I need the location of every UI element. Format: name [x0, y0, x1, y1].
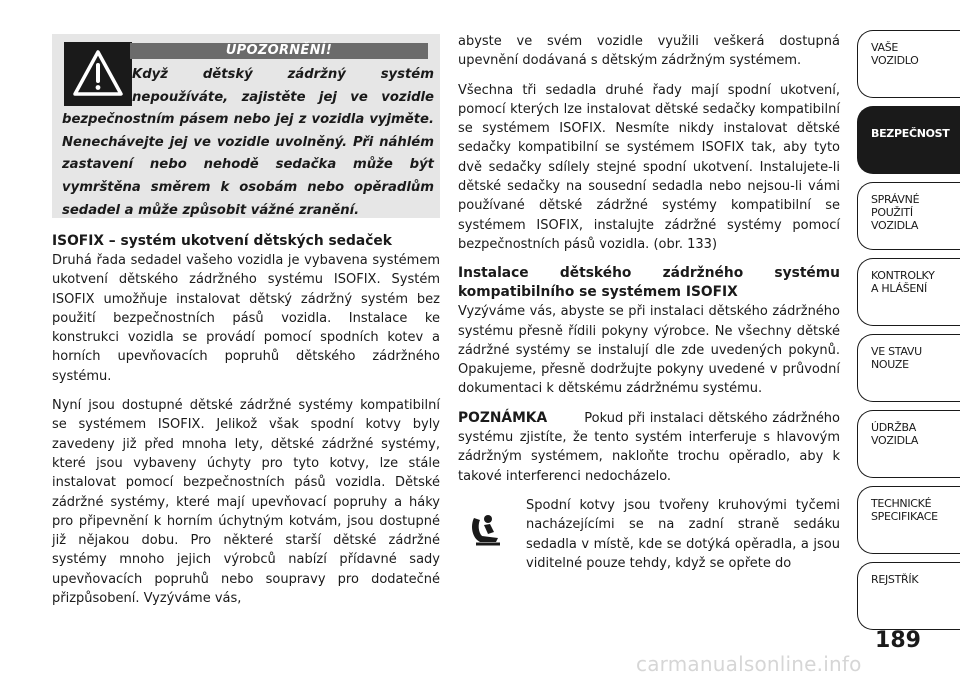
- tab-label: TECHNICKÉ SPECIFIKACE: [871, 497, 938, 523]
- tab-label: VAŠE VOZIDLO: [871, 41, 919, 67]
- child-seat-icon: [466, 510, 506, 550]
- tab-kontrolky[interactable]: [857, 258, 960, 326]
- tab-ve-stavu-nouze[interactable]: [857, 334, 960, 402]
- isofix-heading: ISOFIX – systém ukotvení dětských sedaček: [52, 233, 392, 249]
- warning-text: [62, 64, 434, 222]
- right-paragraph-2: Všechna tři sedadla druhé řady mají spodní ukotvení, pomocí kterých lze instalovat dětské sedačky kompatibilní se systémem ISOFIX. Nesmíte nikdy instalovat dětské sedačky kompatibilní se systémem ISOFIX tak, aby tyto dvě sedačky sdílely stejné spodní ukotvení. Instalujete-li dětské sedačky na sousední sedadla nebo nejsou-li vámi používané dětské zádržné systémy kompatibilní se systémem ISOFIX, instalujte zádržné systémy pomocí bezpečnostních pásů vozidla. (obr. 133): [458, 82, 840, 252]
- tab-label: BEZPEČNOST: [871, 127, 950, 140]
- watermark: carmanualsonline.info: [636, 652, 862, 676]
- right-paragraph-1: abyste ve svém vozidle využili veškerá dostupná upevnění dodávaná s dětským zádržným systémem.: [458, 34, 840, 69]
- warning-line-rest: bezpečnostním pásem nebo jej z vozidla vyjměte. Nenechávejte jej ve vozidle uvolněný. Při náhlém zastavení nebo nehodě sedačka může být vymrštěna směrem k osobám nebo opěradlům sedadel a může způsobit vážné zranění.: [62, 112, 434, 218]
- right-paragraph-3: Vyzýváme vás, abyste se při instalaci dětského zádržného systému přesně řídili pokyny výrobce. Ne všechny dětské zádržné systémy se instalují dle zde uvedených pokynů. Opakujeme, přesně dodržujte pokyny uvedené v průvodní dokumentaci k dětskému zádržnému systému.: [458, 304, 840, 397]
- warning-box: [52, 34, 440, 218]
- left-column: [52, 232, 440, 618]
- note-label: POZNÁMKA: [458, 409, 548, 426]
- tab-spravne-pouziti[interactable]: [857, 182, 960, 250]
- tab-bezpecnost[interactable]: [857, 106, 960, 174]
- note-text: Pokud při instalaci dětského zádržného systému zjistíte, že tento systém interferuje s hlavovým zádržným systémem, nakloňte trochu opěradlo, aby k takové interferenci nedocházelo.: [458, 410, 841, 484]
- tab-vase-vozidlo[interactable]: [857, 30, 960, 98]
- warning-line-2: nepoužíváte, zajistěte jej ve vozidle: [132, 89, 434, 105]
- right-column: [458, 32, 840, 583]
- tab-udrzba[interactable]: [857, 410, 960, 478]
- tab-technicke-specifikace[interactable]: [857, 486, 960, 554]
- warning-header: UPOZORNĚNÍ!: [130, 43, 428, 59]
- anchor-text: Spodní kotvy jsou tvořeny kruhovými tyčemi nacházejícími se na zadní straně sedáku sedadla v místě, kde se dotýká opěradla, a jsou viditelné pouze tehdy, když se opřete do: [526, 497, 840, 571]
- installation-heading: Instalace dětského zádržného systému kompatibilního se systémem ISOFIX: [458, 265, 840, 301]
- tab-label: KONTROLKY A HLÁŠENÍ: [871, 269, 935, 295]
- tab-label: REJSTŘÍK: [871, 573, 919, 586]
- chapter-sidebar: [857, 30, 960, 648]
- warning-line-1: Když dětský zádržný systém: [132, 67, 434, 82]
- anchor-paragraph: [458, 496, 840, 573]
- tab-rejstrik[interactable]: [857, 562, 960, 630]
- isofix-paragraph-1: Druhá řada sedadel vašeho vozidla je vybavena systémem ukotvení dětského zádržného systému ISOFIX. Systém ISOFIX umožňuje instalovat dětský zádržný systém bez použití bezpečnostních pásů vozidla. Instalace ke konstrukci vozidla se provádí pomocí spodních kotev a horních upevňovacích popruhů dětského zádržného systému.: [52, 253, 440, 384]
- tab-label: ÚDRŽBA VOZIDLA: [871, 421, 919, 447]
- tab-label: SPRÁVNÉ POUŽITÍ VOZIDLA: [871, 193, 920, 232]
- note-paragraph: [458, 409, 840, 486]
- tab-label: VE STAVU NOUZE: [871, 345, 922, 371]
- isofix-paragraph-2: Nyní jsou dostupné dětské zádržné systémy kompatibilní se systémem ISOFIX. Jelikož však spodní kotvy byly zavedeny již před mnoha lety, dětské zádržné systémy, které jsou vybaveny úchyty pro tyto kotvy, lze stále instalovat pomocí bezpečnostních pásů vozidla. Dětské zádržné systémy, které mají upevňovací popruhy a háky pro připevnění k horním úchytným kotvám, jsou dostupné již nějakou dobu. Pro některé starší dětské zádržné systémy mnoho jejich výrobců nabízí přídavné sady upevňovacích popruhů nebo soupravy pro dodatečné přizpůsobení. Vyzýváme vás,: [52, 398, 440, 607]
- page-number: 189: [875, 628, 921, 653]
